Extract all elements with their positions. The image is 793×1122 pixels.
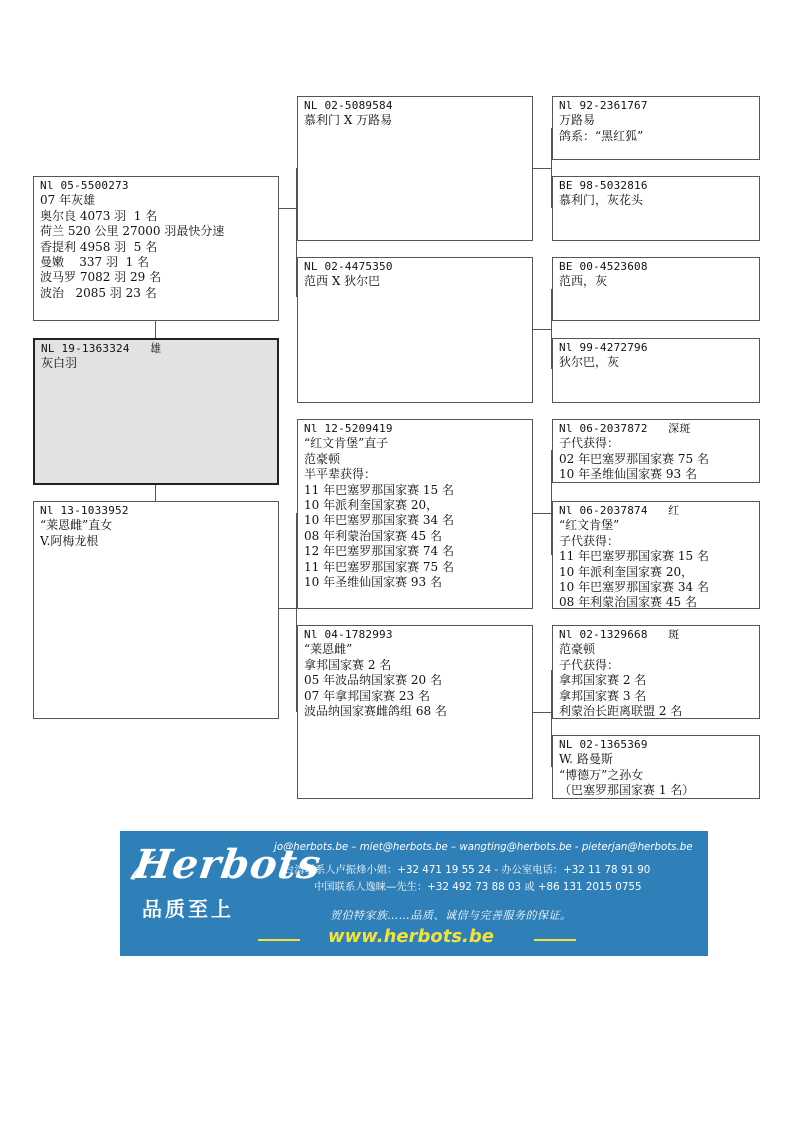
sire-sire-card <box>297 96 533 241</box>
pedigree-line: 10 年巴塞罗那国家赛 34 名 <box>559 580 709 595</box>
pedigree-line: 曼嫩 337 羽 1 名 <box>40 255 150 270</box>
pedigree-line: 08 年利蒙治国家赛 45 名 <box>559 595 697 609</box>
ggp-card-5 <box>552 419 760 483</box>
pedigree-line: 07 年拿邦国家赛 23 名 <box>304 688 430 703</box>
divider <box>258 939 300 941</box>
ring-number: NL 02-4475350 <box>304 260 393 273</box>
pedigree-line: 拿邦国家赛 3 名 <box>559 688 647 703</box>
subject-card <box>33 338 279 485</box>
pedigree-line: 范豪顿 <box>559 642 596 657</box>
ring-number: Nl 99-4272796 <box>559 341 648 354</box>
pedigree-line: 鸽系：“黑红狐” <box>559 128 644 143</box>
website-link[interactable]: www.herbots.be <box>328 926 494 947</box>
ggp-card-4 <box>552 338 760 403</box>
ggp-card-7 <box>552 625 760 719</box>
pedigree-line: 10 年圣维仙国家赛 93 名 <box>304 575 442 590</box>
ring-number: NL 02-5089584 <box>304 99 393 112</box>
pedigree-line: 10 年派利奎国家赛 20， <box>304 498 439 513</box>
pedigree-line: “博德万”之孙女 <box>559 767 644 782</box>
pedigree-line: 利蒙治长距离联盟 2 名 <box>559 704 683 719</box>
ggp-card-3 <box>552 257 760 321</box>
connector <box>533 513 552 514</box>
pedigree-line: 慕利门，灰花头 <box>559 193 644 208</box>
ggp-card-2 <box>552 176 760 241</box>
connector <box>533 168 552 169</box>
connector <box>278 208 297 209</box>
pedigree-line: 子代获得： <box>559 657 620 672</box>
pedigree-line: “莱恩雌” <box>304 642 353 657</box>
pedigree-line: W. 路曼斯 <box>559 752 613 767</box>
herbots-logo: Herbots <box>130 841 325 888</box>
connector <box>278 608 297 609</box>
ring-number: BE 00-4523608 <box>559 260 648 273</box>
ring-number: Nl 12-5209419 <box>304 422 393 435</box>
pedigree-line: 波治 2085 羽 23 名 <box>40 285 157 300</box>
pedigree-line: 奥尔良 4073 羽 1 名 <box>40 208 158 223</box>
pedigree-line: 慕利门 X 万路易 <box>304 113 393 128</box>
contact-china: 中国联系人逸睐—先生：+32 492 73 88 03 或 +86 131 2015 0755 <box>314 881 642 893</box>
pedigree-line: “红文肯堡” <box>559 518 620 533</box>
pedigree-line: 子代获得： <box>559 436 620 451</box>
pedigree-line: 波马罗 7082 羽 29 名 <box>40 270 162 285</box>
connector <box>533 329 552 330</box>
connector <box>533 712 552 713</box>
herbots-banner <box>120 831 708 956</box>
pedigree-line: 07 年灰雄 <box>40 193 96 208</box>
tagline: 贺伯特家族……品质、诚信与完善服务的保证。 <box>330 909 572 922</box>
ring-number: NL 02-1365369 <box>559 738 648 751</box>
pedigree-line: 灰白羽 <box>41 356 78 371</box>
contact-taiwan: 台湾联系人卢振烽小姐：+32 471 19 55 24 - 办公室电话：+32 11 78 91 90 <box>284 864 651 876</box>
pedigree-line: 拿邦国家赛 2 名 <box>559 673 647 688</box>
pedigree-line: 08 年利蒙治国家赛 45 名 <box>304 528 442 543</box>
pedigree-line: 11 年巴塞罗那国家赛 75 名 <box>304 559 454 574</box>
pedigree-line: V.阿梅龙根 <box>40 533 99 548</box>
email-addresses[interactable]: jo@herbots.be – miet@herbots.be – wangting@herbots.be - pieterjan@herbots.be <box>274 842 693 853</box>
pedigree-line: 范西，灰 <box>559 274 608 289</box>
pedigree-line: 香提利 4958 羽 5 名 <box>40 239 158 254</box>
pedigree-line: 子代获得： <box>559 533 620 548</box>
pedigree-line: “红文肯堡”直子 <box>304 436 389 451</box>
ring-number: BE 98-5032816 <box>559 179 648 192</box>
ring-number: NL 19-1363324 雄 <box>41 342 162 355</box>
ring-number: Nl 92-2361767 <box>559 99 648 112</box>
pedigree-line: 11 年巴塞罗那国家赛 15 名 <box>559 549 709 564</box>
pedigree-line: （巴塞罗那国家赛 1 名） <box>559 783 695 798</box>
pedigree-line: 10 年圣维仙国家赛 93 名 <box>559 467 697 482</box>
pedigree-line: 波品纳国家赛雌鸽组 68 名 <box>304 704 447 719</box>
divider <box>534 939 576 941</box>
ring-number: Nl 04-1782993 <box>304 628 393 641</box>
pedigree-line: 范西 X 狄尔巴 <box>304 274 381 289</box>
pedigree-line: 荷兰 520 公里 27000 羽最快分速 <box>40 224 225 239</box>
sire-card <box>33 176 279 321</box>
pedigree-line: 05 年波品纳国家赛 20 名 <box>304 673 442 688</box>
ring-number: Nl 05-5500273 <box>40 179 129 192</box>
pedigree-line: 拿邦国家赛 2 名 <box>304 657 392 672</box>
dam-card <box>33 501 279 719</box>
pedigree-line: 10 年巴塞罗那国家赛 34 名 <box>304 513 454 528</box>
slogan: 品质至上 <box>142 897 234 921</box>
ggp-card-6 <box>552 501 760 609</box>
connector <box>155 485 156 501</box>
pedigree-line: 11 年巴塞罗那国家赛 15 名 <box>304 482 454 497</box>
ring-number: Nl 06-2037874 红 <box>559 504 680 517</box>
pedigree-line: 12 年巴塞罗那国家赛 74 名 <box>304 544 454 559</box>
pedigree-line: 万路易 <box>559 113 596 128</box>
pedigree-line: 狄尔巴，灰 <box>559 355 620 370</box>
ring-number: Nl 13-1033952 <box>40 504 129 517</box>
dam-dam-card <box>297 625 533 799</box>
pedigree-line: 10 年派利奎国家赛 20， <box>559 564 694 579</box>
pedigree-line: 半平辈获得： <box>304 467 377 482</box>
dam-sire-card <box>297 419 533 609</box>
pedigree-line: “莱恩雌”直女 <box>40 518 113 533</box>
sire-dam-card <box>297 257 533 403</box>
ggp-card-8 <box>552 735 760 799</box>
pedigree-line: 02 年巴塞罗那国家赛 75 名 <box>559 451 709 466</box>
pedigree-line: 范豪顿 <box>304 451 341 466</box>
ggp-card-1 <box>552 96 760 160</box>
ring-number: Nl 02-1329668 斑 <box>559 628 680 641</box>
connector <box>155 321 156 338</box>
ring-number: Nl 06-2037872 深斑 <box>559 422 691 435</box>
